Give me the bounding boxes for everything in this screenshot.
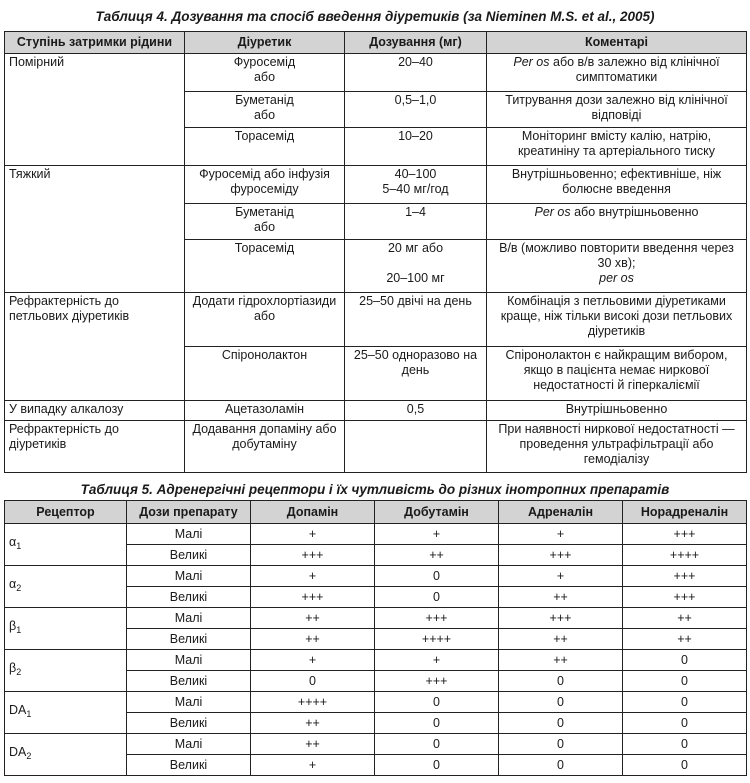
dose-cell: 25–50 одноразово на день [345, 347, 487, 401]
table-row [5, 650, 747, 671]
dose-line: 20 мг або [387, 241, 444, 255]
table-row [5, 54, 747, 92]
dose-line: 40–100 [394, 167, 437, 181]
table-row [5, 401, 747, 421]
comment-cell: Внутрішньовенно; ефективніше, ніж болюсне введення [487, 166, 747, 204]
dopamine-cell: ++ [251, 629, 375, 650]
comment-italic: Per os [534, 205, 571, 219]
dobutamine-cell: + [375, 650, 499, 671]
adrenaline-cell: 0 [499, 713, 623, 734]
dose-line: 5–40 мг/год [382, 182, 449, 196]
dopamine-cell: ++ [251, 734, 375, 755]
comment-cell [487, 240, 747, 293]
dobutamine-cell: ++++ [375, 629, 499, 650]
dose-cell: 1–4 [345, 204, 487, 240]
noradrenaline-cell: 0 [623, 692, 747, 713]
adrenaline-cell: + [499, 524, 623, 545]
stage-cell [5, 421, 185, 473]
stage-cell: Тяжкий [5, 166, 185, 293]
adrenaline-cell: 0 [499, 755, 623, 776]
dose-cell: Великі [127, 713, 251, 734]
adrenaline-cell: ++ [499, 650, 623, 671]
adrenaline-cell: ++ [499, 629, 623, 650]
diuretic-text: Фуросемід або [233, 55, 296, 84]
header-dose: Дозування (мг) [345, 32, 487, 54]
dose-cell [345, 421, 487, 473]
comment-cell [487, 54, 747, 92]
table-row [5, 421, 747, 473]
table-row [5, 734, 747, 755]
dopamine-cell: + [251, 650, 375, 671]
header-adrenaline: Адреналін [499, 501, 623, 524]
adrenaline-cell: 0 [499, 734, 623, 755]
dose-cell: Малі [127, 566, 251, 587]
noradrenaline-cell: +++ [623, 587, 747, 608]
diuretic-cell: Ацетазоламін [185, 401, 345, 421]
table4-header-row [5, 32, 747, 54]
dose-cell [345, 240, 487, 293]
receptor-cell [5, 566, 127, 608]
noradrenaline-cell: ++ [623, 629, 747, 650]
noradrenaline-cell: 0 [623, 650, 747, 671]
table-row [5, 692, 747, 713]
header-stage: Ступінь затримки рідини [5, 32, 185, 54]
table-row [5, 293, 747, 347]
header-dopamine: Допамін [251, 501, 375, 524]
table-row [5, 524, 747, 545]
diuretics-dosage-table [4, 31, 747, 473]
adrenaline-cell: ++ [499, 587, 623, 608]
receptor-subscript: 2 [16, 583, 22, 593]
dobutamine-cell: +++ [375, 671, 499, 692]
noradrenaline-cell: +++ [623, 524, 747, 545]
header-doses: Дози препарату [127, 501, 251, 524]
receptor-symbol: DA [9, 703, 27, 717]
header-diuretic: Діуретик [185, 32, 345, 54]
dopamine-cell: + [251, 566, 375, 587]
receptor-symbol: β [9, 661, 17, 675]
comment-text: або внутрішньовенно [570, 205, 699, 219]
dose-cell: Великі [127, 671, 251, 692]
dobutamine-cell: +++ [375, 608, 499, 629]
adrenergic-receptors-table [4, 500, 747, 776]
diuretic-cell [185, 54, 345, 92]
dose-cell: Малі [127, 608, 251, 629]
table5-caption: Таблиця 5. Адренергічні рецептори і їх чутливість до різних інотропних препаратів [80, 481, 670, 497]
receptor-cell [5, 608, 127, 650]
dopamine-cell: ++ [251, 713, 375, 734]
comment-text: В/в (можливо повторити введення через 30 хв); [499, 241, 734, 270]
dose-cell: Малі [127, 524, 251, 545]
dopamine-cell: ++ [251, 608, 375, 629]
diuretic-text: Буметанід або [235, 205, 294, 234]
comment-cell: Титрування дози залежно від клінічної відповіді [487, 92, 747, 128]
adrenaline-cell: +++ [499, 608, 623, 629]
noradrenaline-cell: 0 [623, 734, 747, 755]
noradrenaline-cell: 0 [623, 755, 747, 776]
dobutamine-cell: 0 [375, 587, 499, 608]
diuretic-cell: Фуросемід або інфузія фуросеміду [185, 166, 345, 204]
receptor-symbol: β [9, 619, 17, 633]
dose-line: 20–100 мг [386, 271, 445, 285]
receptor-symbol: α [9, 535, 17, 549]
stage-text: Рефрактерність до діуретиків [9, 422, 119, 451]
dose-cell: Великі [127, 587, 251, 608]
receptor-symbol: DA [9, 745, 27, 759]
table-row [5, 566, 747, 587]
receptor-subscript: 1 [26, 709, 32, 719]
dopamine-cell: +++ [251, 587, 375, 608]
comment-cell: Спіронолактон є найкращим вибором, якщо в пацієнта немає ниркової недостатності й гіперкаліємії [487, 347, 747, 401]
dose-cell: 0,5 [345, 401, 487, 421]
diuretic-cell: Додавання допаміну або добутаміну [185, 421, 345, 473]
comment-cell: При наявності ниркової недостатності — проведення ультрафільтрації або гемодіалізу [487, 421, 747, 473]
dopamine-cell: + [251, 524, 375, 545]
comment-cell: Внутрішньовенно [487, 401, 747, 421]
diuretic-cell [185, 92, 345, 128]
dose-cell: 10–20 [345, 128, 487, 166]
noradrenaline-cell: ++++ [623, 545, 747, 566]
diuretic-cell: Спіронолактон [185, 347, 345, 401]
receptor-cell [5, 524, 127, 566]
receptor-cell [5, 692, 127, 734]
dobutamine-cell: 0 [375, 734, 499, 755]
dobutamine-cell: 0 [375, 755, 499, 776]
dopamine-cell: ++++ [251, 692, 375, 713]
header-receptor: Рецептор [5, 501, 127, 524]
comment-cell [487, 204, 747, 240]
table4-caption: Таблиця 4. Дозування та спосіб введення діуретиків (за Nieminen M.S. et al., 2005) [95, 8, 655, 24]
adrenaline-cell: +++ [499, 545, 623, 566]
noradrenaline-cell: 0 [623, 671, 747, 692]
dobutamine-cell: 0 [375, 566, 499, 587]
table-row [5, 608, 747, 629]
header-comment: Коментарі [487, 32, 747, 54]
table5-header-row [5, 501, 747, 524]
dobutamine-cell: 0 [375, 692, 499, 713]
dose-cell: 25–50 двічі на день [345, 293, 487, 347]
dopamine-cell: +++ [251, 545, 375, 566]
receptor-subscript: 2 [26, 751, 32, 761]
table-row [5, 166, 747, 204]
receptor-symbol: α [9, 577, 17, 591]
diuretic-cell [185, 204, 345, 240]
dopamine-cell: 0 [251, 671, 375, 692]
dose-cell: Малі [127, 734, 251, 755]
receptor-subscript: 1 [16, 541, 22, 551]
dose-cell: Великі [127, 545, 251, 566]
diuretic-text: Буметанід або [235, 93, 294, 122]
noradrenaline-cell: +++ [623, 566, 747, 587]
adrenaline-cell: 0 [499, 671, 623, 692]
dose-cell: Великі [127, 755, 251, 776]
dose-cell: 20–40 [345, 54, 487, 92]
comment-cell: Комбінація з петльовими діуретиками краще, ніж тільки високі дози петльових діуретиків [487, 293, 747, 347]
dobutamine-cell: 0 [375, 713, 499, 734]
stage-cell: Рефрактерність до петльових діуретиків [5, 293, 185, 401]
stage-cell: Помірний [5, 54, 185, 166]
receptor-cell [5, 650, 127, 692]
comment-italic: per os [599, 271, 634, 285]
dose-cell: Малі [127, 692, 251, 713]
dobutamine-cell: ++ [375, 545, 499, 566]
noradrenaline-cell: 0 [623, 713, 747, 734]
receptor-subscript: 2 [16, 667, 22, 677]
noradrenaline-cell: ++ [623, 608, 747, 629]
dobutamine-cell: + [375, 524, 499, 545]
adrenaline-cell: + [499, 566, 623, 587]
comment-text: або в/в залежно від клінічної симптоматики [549, 55, 720, 84]
diuretic-cell: Додати гідрохлортіазиди або [185, 293, 345, 347]
diuretic-cell: Торасемід [185, 240, 345, 293]
dose-cell [345, 166, 487, 204]
header-dobutamine: Добутамін [375, 501, 499, 524]
receptor-subscript: 1 [16, 625, 22, 635]
diuretic-cell: Торасемід [185, 128, 345, 166]
dose-cell: Малі [127, 650, 251, 671]
comment-italic: Per os [513, 55, 550, 69]
dose-cell: Великі [127, 629, 251, 650]
dose-cell: 0,5–1,0 [345, 92, 487, 128]
comment-cell: Моніторинг вмісту калію, натрію, креатиніну та артеріального тиску [487, 128, 747, 166]
stage-cell: У випадку алкалозу [5, 401, 185, 421]
adrenaline-cell: 0 [499, 692, 623, 713]
receptor-cell [5, 734, 127, 776]
dopamine-cell: + [251, 755, 375, 776]
header-noradrenaline: Норадреналін [623, 501, 747, 524]
